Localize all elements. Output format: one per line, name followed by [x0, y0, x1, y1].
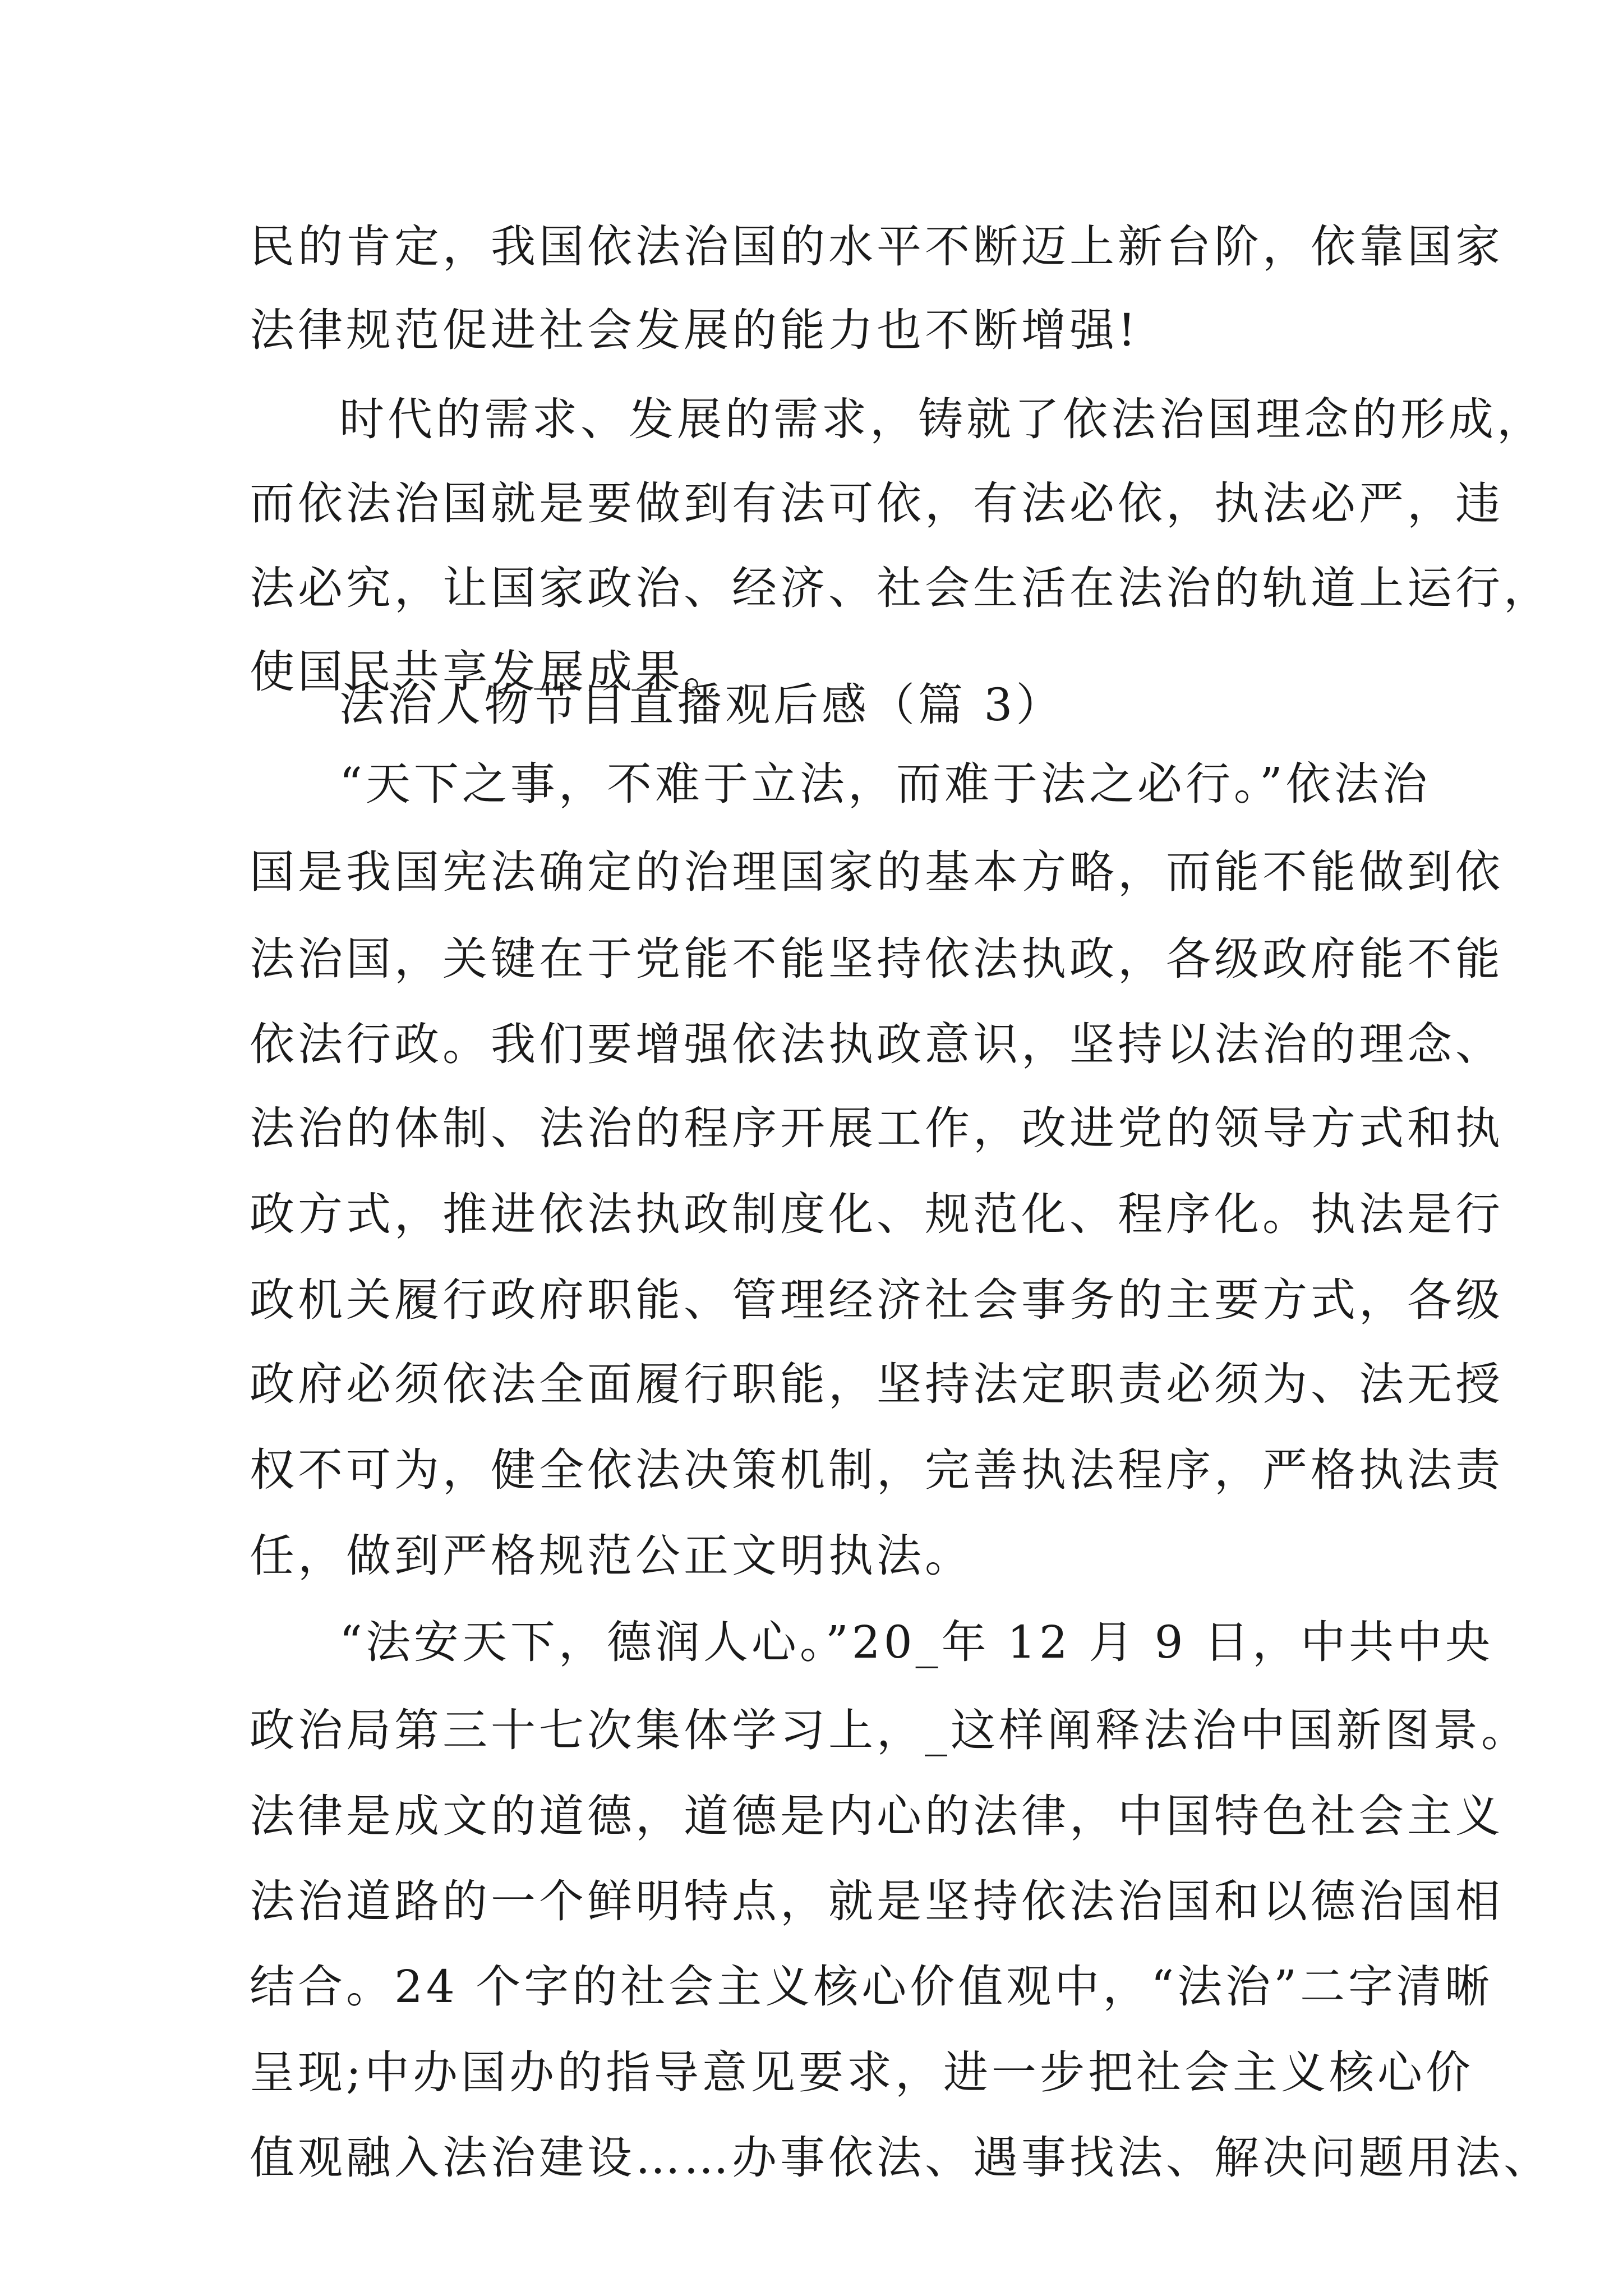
text-line: 呈现;中办国办的指导意见要求，进一步把社会主义核心价 — [250, 2046, 1474, 2099]
text-line: 政治局第三十七次集体学习上，_这样阐释法治中国新图景。 — [250, 1704, 1529, 1756]
text-line: 法治道路的一个鲜明特点，就是坚持依法治国和以德治国相 — [250, 1875, 1504, 1927]
section-heading: 法治人物节目直播观后感（篇 3） — [339, 679, 1064, 731]
text-line: 使国民共享发展成果。 — [250, 646, 732, 698]
text-line: 政府必须依法全面履行职能，坚持法定职责必须为、法无授 — [250, 1358, 1504, 1410]
text-line: 法治国，关键在于党能不能坚持依法执政，各级政府能不能 — [250, 933, 1504, 985]
text-line: 民的肯定，我国依法治国的水平不断迈上新台阶，依靠国家 — [250, 220, 1504, 273]
paragraph-start-line: “天下之事，不难于立法，而难于法之必行。”依法治 — [339, 758, 1431, 810]
text-line: 结合。24 个字的社会主义核心价值观中，“法治”二字清晰 — [250, 1961, 1493, 2013]
text-line: 法治的体制、法治的程序开展工作，改进党的领导方式和执 — [250, 1102, 1504, 1154]
text-line: 政机关履行政府职能、管理经济社会事务的主要方式，各级 — [250, 1274, 1504, 1326]
text-line: 依法行政。我们要增强依法执政意识，坚持以法治的理念、 — [250, 1018, 1504, 1070]
text-line: 值观融入法治建设……办事依法、遇事找法、解决问题用法、 — [250, 2132, 1552, 2184]
text-line: 权不可为，健全依法决策机制，完善执法程序，严格执法责 — [250, 1444, 1504, 1496]
text-line: 国是我国宪法确定的治理国家的基本方略，而能不能做到依 — [250, 846, 1504, 898]
paragraph-start-line: “法安天下，德润人心。”20_年 12 月 9 日，中共中央 — [339, 1616, 1494, 1668]
text-line: 而依法治国就是要做到有法可依，有法必依，执法必严，违 — [250, 477, 1504, 530]
text-line: 法律是成文的道德，道德是内心的法律，中国特色社会主义 — [250, 1790, 1504, 1842]
text-line: 任，做到严格规范公正文明执法。 — [250, 1530, 973, 1582]
text-line: 法律规范促进社会发展的能力也不断增强! — [250, 304, 1140, 356]
text-line: 政方式，推进依法执政制度化、规范化、程序化。执法是行 — [250, 1188, 1504, 1240]
text-line: 法必究，让国家政治、经济、社会生活在法治的轨道上运行， — [250, 562, 1552, 614]
paragraph-start-line: 时代的需求、发展的需求，铸就了依法治国理念的形成， — [339, 393, 1545, 445]
